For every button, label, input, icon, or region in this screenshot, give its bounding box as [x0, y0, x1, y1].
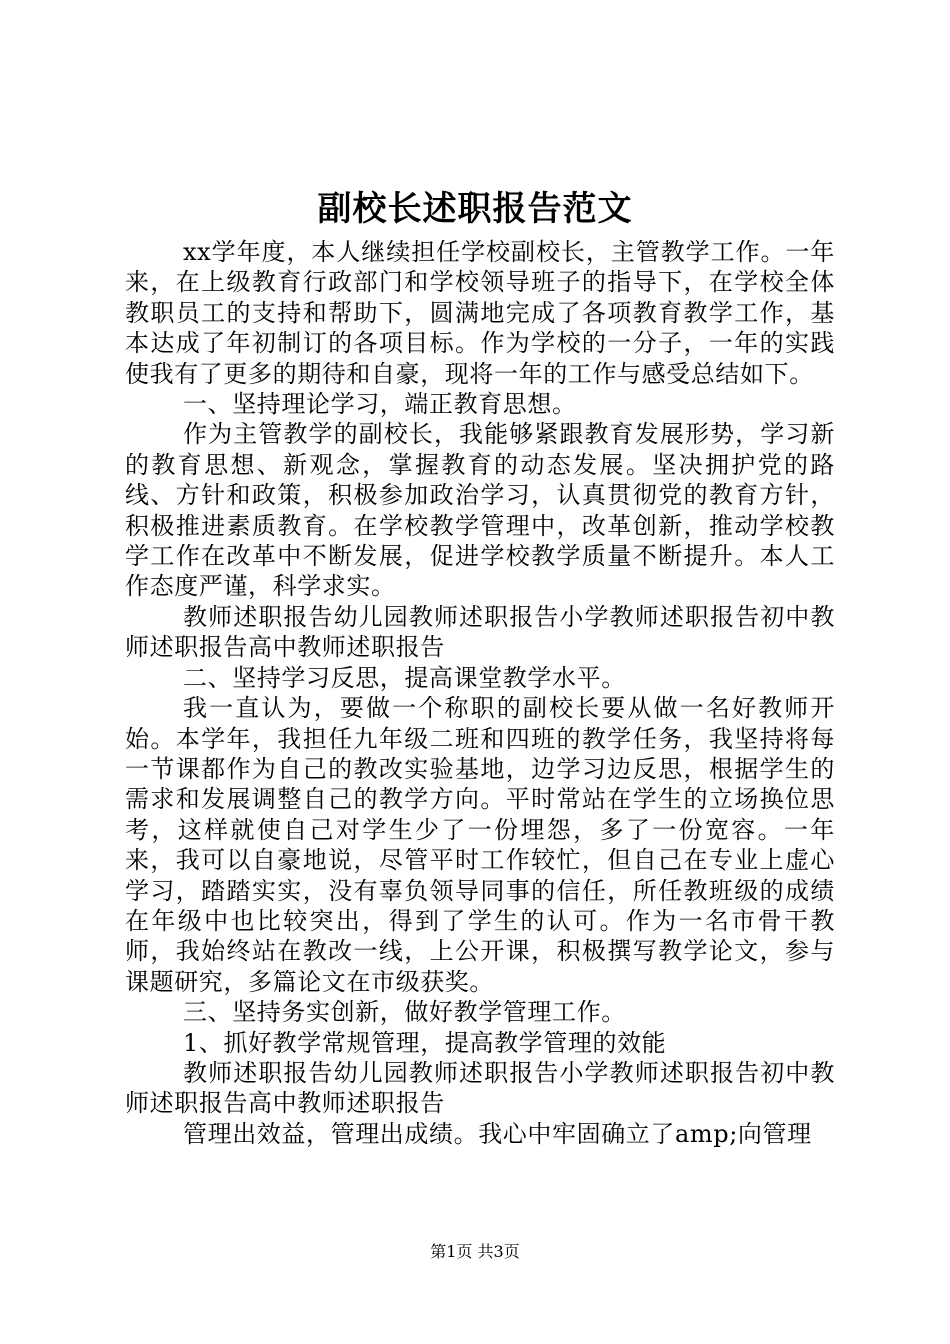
document-body [125, 237, 835, 1149]
subsection-heading-1: 1、抓好教学常规管理，提高教学管理的效能 [183, 1028, 667, 1057]
related-links-text: 教师述职报告幼儿园教师述职报告小学教师述职报告初中教师述职报告高中教师述职报告 [125, 1058, 835, 1118]
document-title: 副校长述职报告范文 [317, 189, 633, 229]
section-heading-1: 一、坚持理论学习，端正教育思想。 [183, 390, 577, 419]
body-paragraph: 管理出效益，管理出成绩。我心中牢固确立了amp;向管理 [183, 1119, 812, 1148]
body-paragraph: 我一直认为，要做一个称职的副校长要从做一名好教师开始。本学年，我担任九年级二班和四班的教学任务，我坚持将每一节课都作为自己的教改实验基地，边学习边反思，根据学生的需求和发展调整自己的教学方向。平时常站在学生的立场换位思考，这样就使自己对学生少了一份埋怨，多了一份宽容。一年来，我可以自豪地说，尽管平时工作较忙，但自己在专业上虚心学习，踏踏实实，没有辜负领导同事的信任，所任教班级的成绩在年级中也比较突出，得到了学生的认可。作为一名市骨干教师，我始终站在教改一线，上公开课，积极撰写教学论文，参与课题研究，多篇论文在市级获奖。 [125, 694, 835, 996]
body-paragraph: 作为主管教学的副校长，我能够紧跟教育发展形势，学习新的教育思想、新观念，掌握教育的动态发展。坚决拥护党的路线、方针和政策，积极参加政治学习，认真贯彻党的教育方针，积极推进素质教育。在学校教学管理中，改革创新，推动学校教学工作在改革中不断发展，促进学校教学质量不断提升。本人工作态度严谨，科学求实。 [125, 420, 835, 601]
section-heading-2: 二、坚持学习反思，提高课堂教学水平。 [183, 663, 626, 692]
intro-paragraph: xx学年度，本人继续担任学校副校长，主管教学工作。一年来，在上级教育行政部门和学校领导班子的指导下，在学校全体教职员工的支持和帮助下，圆满地完成了各项教育教学工作，基本达成了年初制订的各项目标。作为学校的一分子，一年的实践使我有了更多的期待和自豪，现将一年的工作与感受总结如下。 [125, 238, 835, 388]
page-number-footer: 第1页 共3页 [430, 1242, 520, 1261]
related-links-text: 教师述职报告幼儿园教师述职报告小学教师述职报告初中教师述职报告高中教师述职报告 [125, 602, 835, 662]
section-heading-3: 三、坚持务实创新，做好教学管理工作。 [183, 998, 626, 1027]
